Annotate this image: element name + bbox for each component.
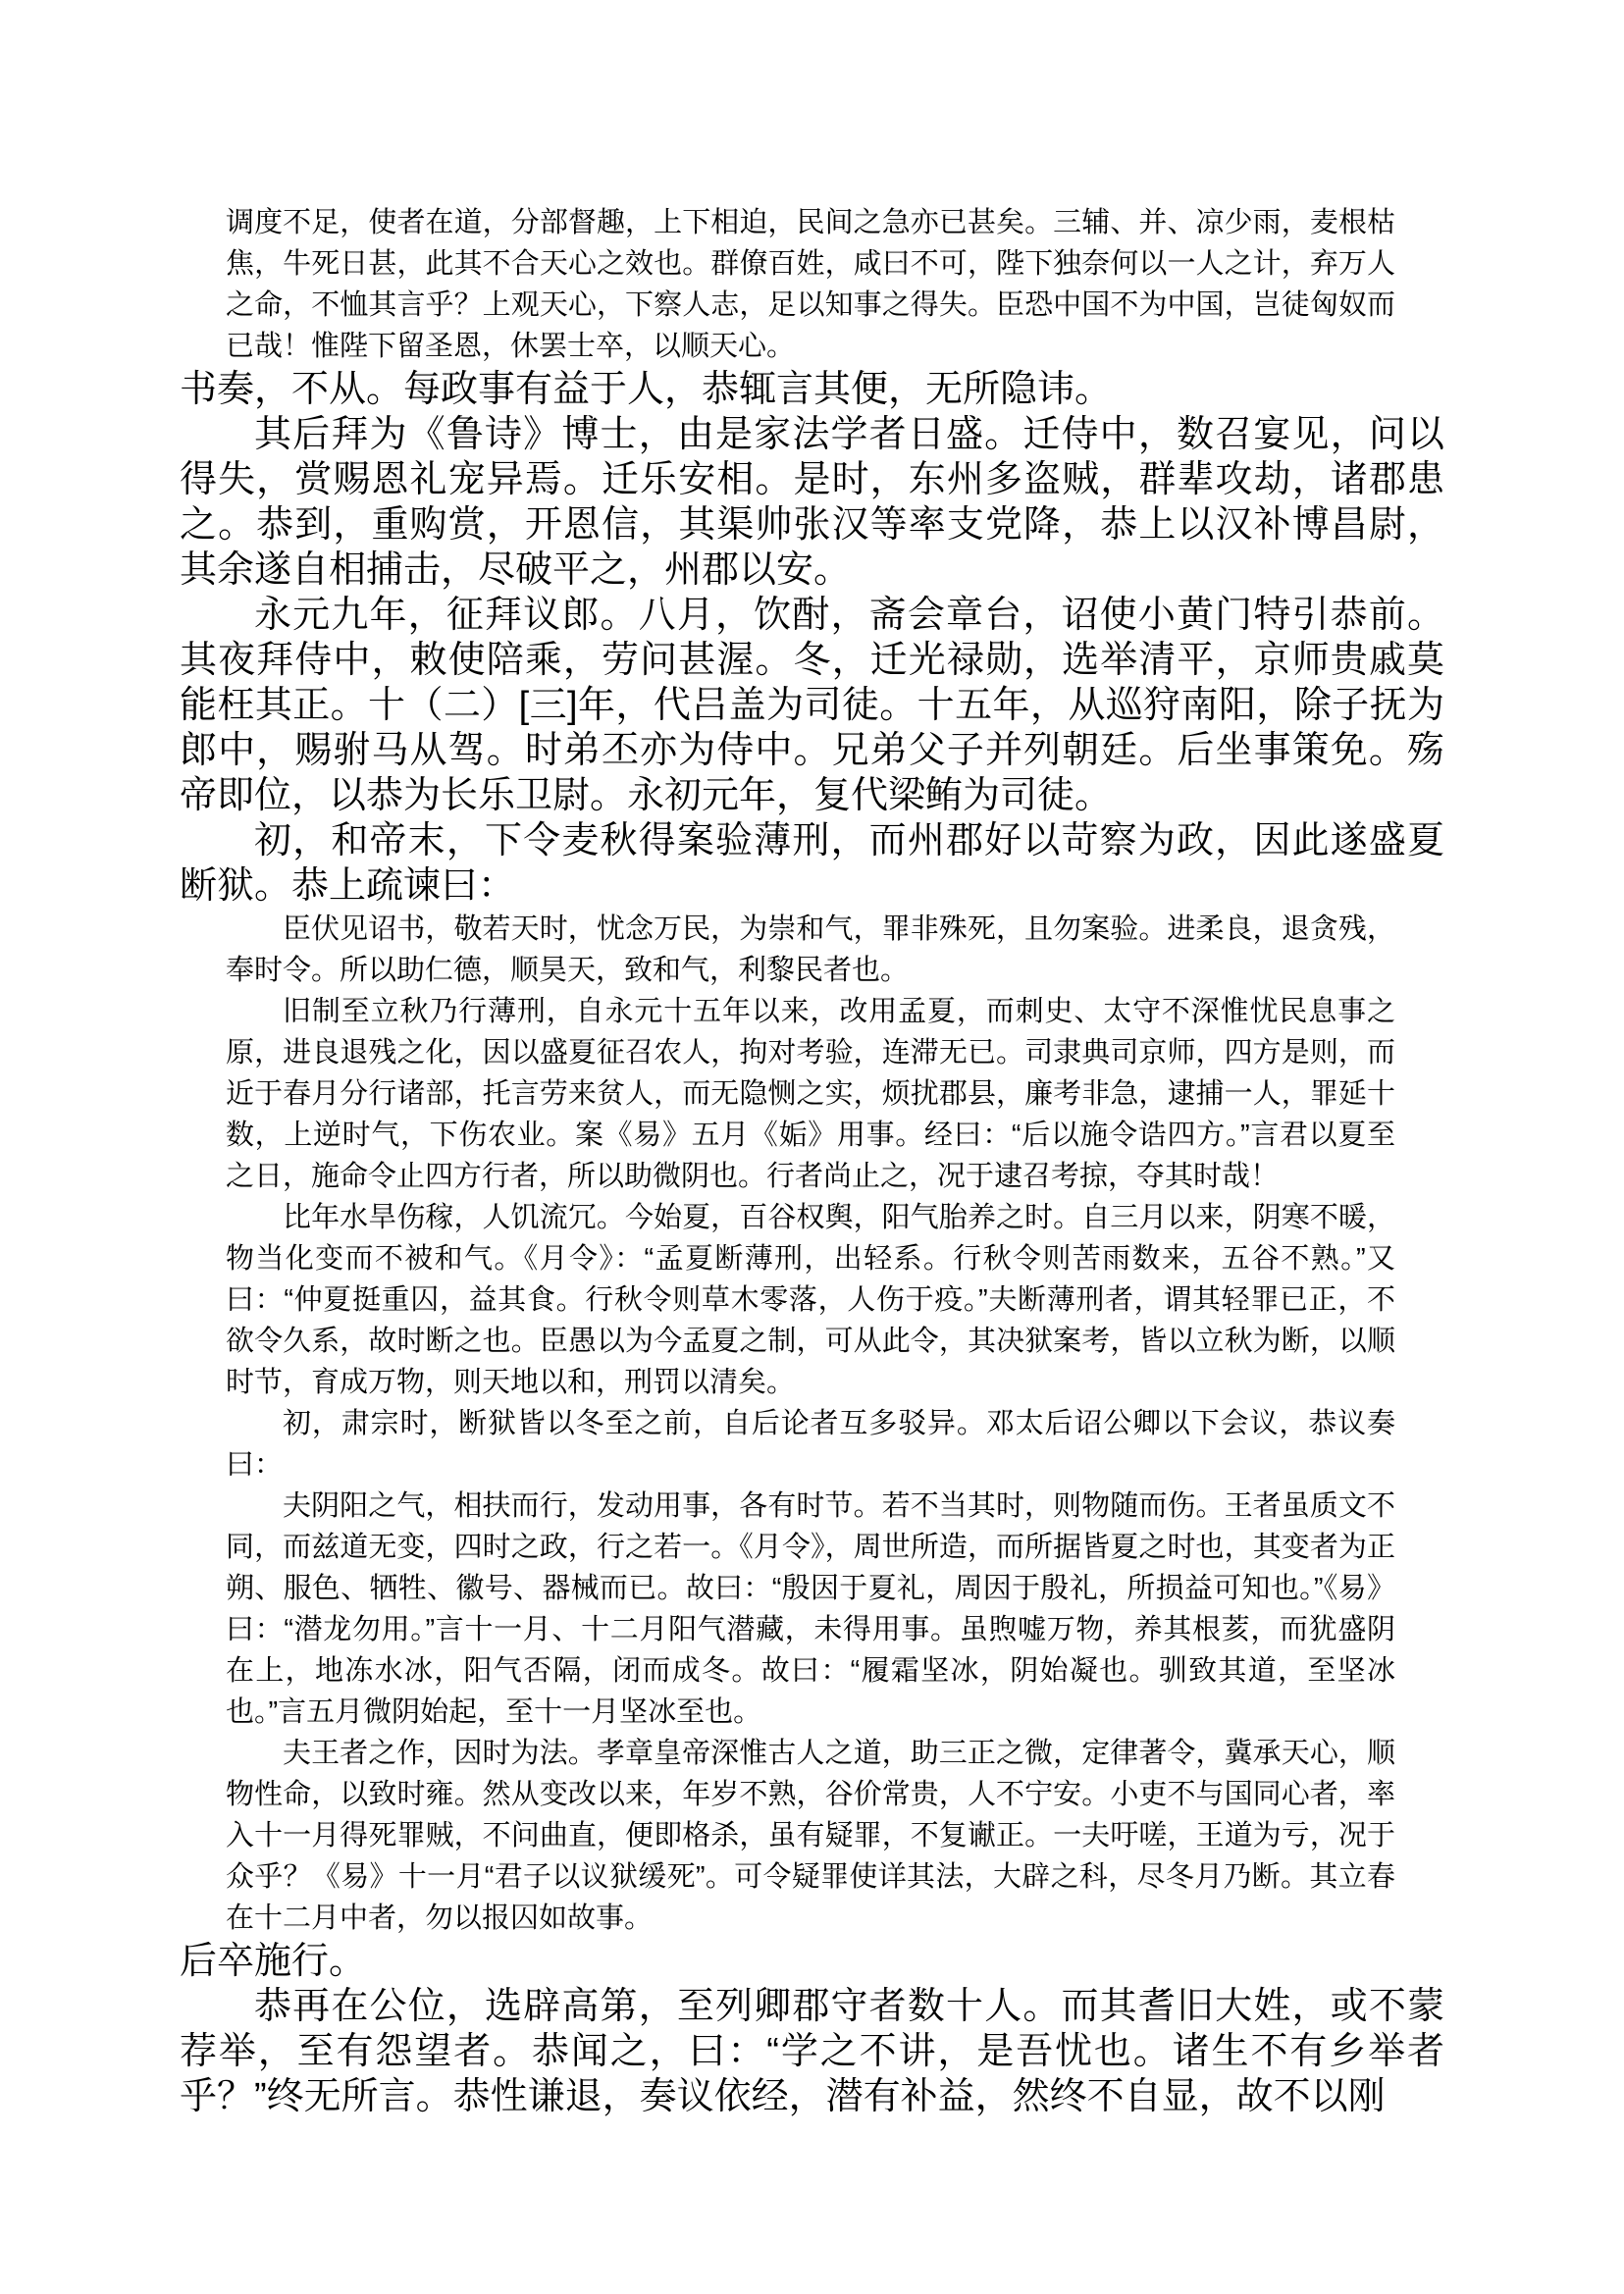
memorial1-paragraph-2: 旧制至立秋乃行薄刑，自永元十五年以来，改用孟夏，而刺史、太守不深惟忧民息事之原，进良退残之化，因以盛夏征召农人，拘对考验，连滞无已。司隶典司京师，四方是则，而近于春月分行诸部，托言劳来贫人，而无隐恻之实，烦扰郡县，廉考非急，逮捕一人，罪延十数，上逆时气，下伤农业。案《易》五月《姤》用事。经曰：“后以施令诰四方。”言君以夏至之日，施命令止四方行者，所以助微阴也。行者尚止之，况于逮召考掠，夺其时哉！ (226, 996, 1395, 1192)
memorial2-paragraph-1: 夫阴阳之气，相扶而行，发动用事，各有时节。若不当其时，则物随而伤。王者虽质文不同，而兹道无变，四时之政，行之若一。《月令》，周世所造，而所据皆夏之时也，其变者为正朔、服色、牺牲、徽号、器械而已。故曰：“殷因于夏礼，周因于殷礼，所损益可知也。”《易》曰：“潜龙勿用。”言十一月、十二月阳气潜藏，未得用事。虽煦嘘万物，养其根荄，而犹盛阴在上，地冻水冰，阳气否隔，闭而成冬。故曰：“履霜坚冰，阴始凝也。驯致其道，至坚冰也。”言五月微阴始起，至十一月坚冰至也。 (226, 1490, 1395, 1728)
para-response: 书奏，不从。每政事有益于人，恭辄言其便，无所隐讳。 (180, 369, 1113, 410)
para-career-yongyuan: 永元九年，征拜议郎。八月，饮酎，斋会章台，诏使小黄门特引恭前。其夜拜侍中，敕使陪乘，劳问甚渥。冬，迁光禄勋，选举清平，京师贵戚莫能枉其正。十（二）[三]年，代吕盖为司徒。十五年，从巡狩南阳，除子抚为郎中，赐驸马从驾。时弟丕亦为侍中。兄弟父子并列朝廷。后坐事策免。殇帝即位，以恭为长乐卫尉。永初元年，复代梁鲔为司徒。 (180, 595, 1444, 816)
para-outcome: 后卒施行。 (180, 1941, 367, 1982)
memorial1-paragraph-3: 比年水旱伤稼，人饥流冗。今始夏，百谷权舆，阳气胎养之时。自三月以来，阴寒不暖，物当化变而不被和气。《月令》：“孟夏断薄刑，出轻系。行秋令则苦雨数来，五谷不熟。”又曰：“仲夏挺重囚，益其食。行秋令则草木零落，人伤于疫。”夫断薄刑者，谓其轻罪已正，不欲令久系，故时断之也。臣愚以为今孟夏之制，可从此令，其决狱案考，皆以立秋为断，以顺时节，育成万物，则天地以和，刑罚以清矣。 (226, 1202, 1395, 1398)
para-closing: 恭再在公位，选辟高第，至列卿郡守者数十人。而其耆旧大姓，或不蒙荐举，至有怨望者。恭闻之，曰：“学之不讲，是吾忧也。诸生不有乡举者乎？”终无所言。恭性谦退，奏议依经，潜有补益，然终不自显，故不以刚 (180, 1986, 1444, 2117)
document-content (180, 202, 1444, 2119)
quoted-report-continuation: 调度不足，使者在道，分部督趣，上下相迫，民间之急亦已甚矣。三辅、并、凉少雨，麦根枯焦，牛死日甚，此其不合天心之效也。群僚百姓，咸曰不可，陛下独奈何以一人之计，弃万人之命，不恤其言乎？上观天心，下察人志，足以知事之得失。臣恐中国不为中国，岂徒匈奴而已哉！惟陛下留圣恩，休罢士卒，以顺天心。 (226, 207, 1395, 362)
para-memorial-intro: 初，和帝末，下令麦秋得案验薄刑，而州郡好以苛察为政，因此遂盛夏断狱。恭上疏谏曰： (180, 820, 1444, 907)
memorial2-paragraph-2: 夫王者之作，因时为法。孝章皇帝深惟古人之道，助三正之微，定律著令，冀承天心，顺物性命，以致时雍。然从变改以来，年岁不熟，谷价常贵，人不宁安。小吏不与国同心者，率入十一月得死罪贼，不问曲直，便即格杀，虽有疑罪，不复谳正。一夫吁嗟，王道为亏，况于众乎？《易》十一月“君子以议狱缓死”。可令疑罪使详其法，大辟之科，尽冬月乃断。其立春在十二月中者，勿以报囚如故事。 (226, 1738, 1395, 1934)
memorial1-paragraph-1: 臣伏见诏书，敬若天时，忧念万民，为崇和气，罪非殊死，且勿案验。进柔良，退贪残，奉时令。所以助仁德，顺昊天，致和气，利黎民者也。 (226, 913, 1395, 986)
para-council-intro: 初，肃宗时，断狱皆以冬至之前，自后论者互多驳异。邓太后诏公卿以下会议，恭议奏曰： (226, 1408, 1395, 1481)
para-career-boshi: 其后拜为《鲁诗》博士，由是家法学者日盛。迁侍中，数召宴见，问以得失，赏赐恩礼宠异焉。迁乐安相。是时，东州多盗贼，群辈攻劫，诸郡患之。恭到，重购赏，开恩信，其渠帅张汉等率支党降，恭上以汉补博昌尉，其余遂自相捕击，尽破平之，州郡以安。 (180, 414, 1444, 591)
